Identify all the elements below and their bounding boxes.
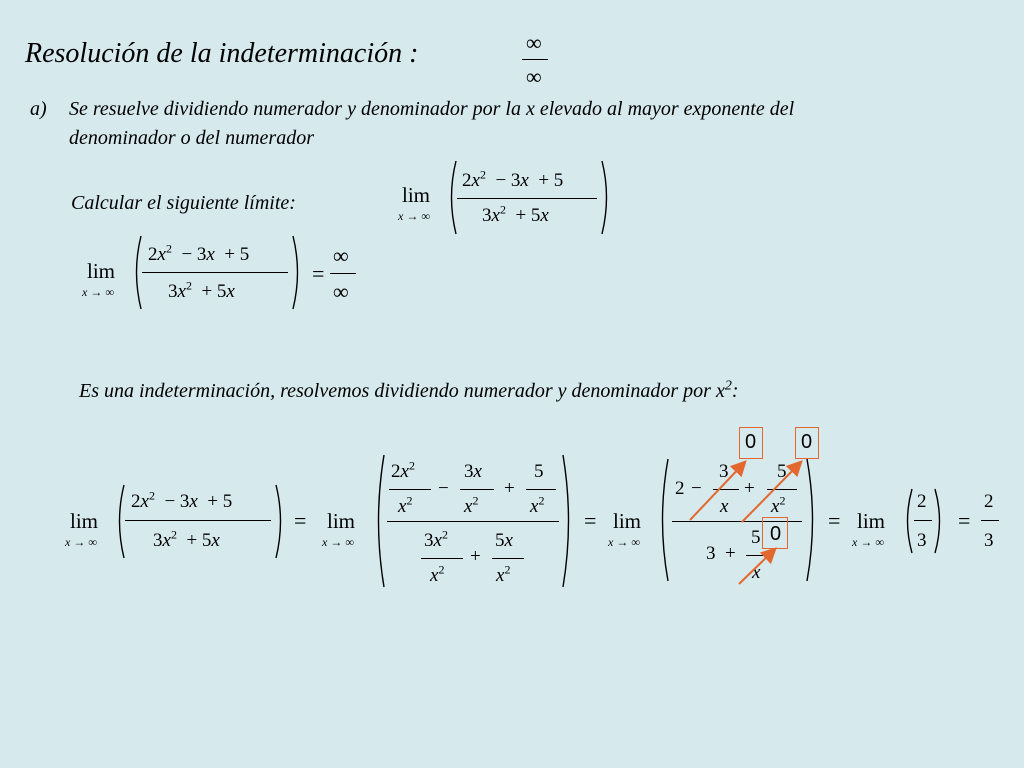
explanation-text: Es una indeterminación, resolvemos dividiendo numerador y denominador por $x^2$:	[79, 378, 739, 402]
title-infinity-denominator: ∞	[526, 64, 542, 89]
task-label: Calcular el siguiente límite:	[71, 192, 296, 214]
result-den: 3	[984, 530, 994, 551]
equals-sign: =	[958, 508, 971, 533]
lim-word: lim	[70, 509, 99, 533]
result-infinity-denominator: ∞	[333, 279, 349, 304]
equals-sign: =	[312, 261, 325, 286]
plus-sign: +	[504, 478, 515, 499]
item-marker: a)	[30, 98, 47, 120]
term-x2-den: $x^2$	[430, 562, 445, 586]
term-3: 3	[706, 543, 716, 564]
zero-label-c: 0	[770, 523, 782, 545]
term-3-num: 3	[719, 461, 729, 482]
lim-word: lim	[87, 259, 116, 283]
result-infinity-numerator: ∞	[333, 243, 349, 268]
lim-subscript: x → ∞	[398, 209, 430, 223]
numerator: $2x^2 - 3x + 5$	[148, 241, 250, 265]
plus-sign: +	[470, 546, 481, 567]
numerator: $2x^2 - 3x + 5$	[462, 167, 564, 191]
title-infinity-numerator: ∞	[526, 30, 542, 55]
item-line-1: Se resuelve dividiendo numerador y denominador por la x elevado al mayor exponente del	[69, 98, 795, 120]
lim-subscript: x → ∞	[65, 535, 97, 549]
denominator: $3x^2 + 5x$	[482, 202, 549, 226]
term-x-den: x	[752, 562, 761, 583]
plus-sign: +	[744, 478, 755, 499]
result-num: 2	[984, 491, 994, 512]
zero-label-b: 0	[801, 431, 813, 453]
fraction-den: 3	[917, 530, 927, 551]
page-title: Resolución de la indeterminación :	[25, 38, 419, 69]
term-5x-num: 5x	[495, 530, 513, 551]
term-5-num: 5	[777, 461, 787, 482]
arrow-to-zero-a	[690, 463, 744, 520]
term-3x-num: 3x	[464, 461, 482, 482]
denominator: $3x^2 + 5x$	[153, 527, 220, 551]
term-2x2-num: $2x^2$	[391, 458, 415, 482]
term-x2-den: $x^2$	[398, 493, 413, 517]
item-line-2: denominador o del numerador	[69, 127, 314, 149]
arrow-to-zero-b	[742, 463, 800, 522]
plus-sign: +	[725, 543, 736, 564]
term-x2-den: $x^2$	[530, 493, 545, 517]
lim-word: lim	[613, 509, 642, 533]
term-3x2-num: $3x^2$	[424, 527, 448, 551]
minus-sign: −	[438, 478, 449, 499]
zero-label-a: 0	[745, 431, 757, 453]
term-5-num: 5	[751, 527, 761, 548]
lim-word: lim	[327, 509, 356, 533]
lim-subscript: x → ∞	[82, 285, 114, 299]
term-5-num: 5	[534, 461, 544, 482]
term-2: 2	[675, 478, 685, 499]
lim-subscript: x → ∞	[608, 535, 640, 549]
lim-word: lim	[857, 509, 886, 533]
arrow-to-zero-c	[739, 550, 774, 584]
fraction-num: 2	[917, 491, 927, 512]
lim-word: lim	[402, 183, 431, 207]
equals-sign: =	[294, 508, 307, 533]
numerator: $2x^2 - 3x + 5$	[131, 488, 233, 512]
minus-sign: −	[691, 478, 702, 499]
term-x2-den: $x^2$	[464, 493, 479, 517]
equals-sign: =	[828, 508, 841, 533]
lim-subscript: x → ∞	[322, 535, 354, 549]
lim-subscript: x → ∞	[852, 535, 884, 549]
denominator: $3x^2 + 5x$	[168, 278, 235, 302]
term-x2-den: $x^2$	[496, 562, 511, 586]
term-x2-den: $x^2$	[771, 493, 786, 517]
equals-sign: =	[584, 508, 597, 533]
term-x-den: x	[720, 496, 729, 517]
